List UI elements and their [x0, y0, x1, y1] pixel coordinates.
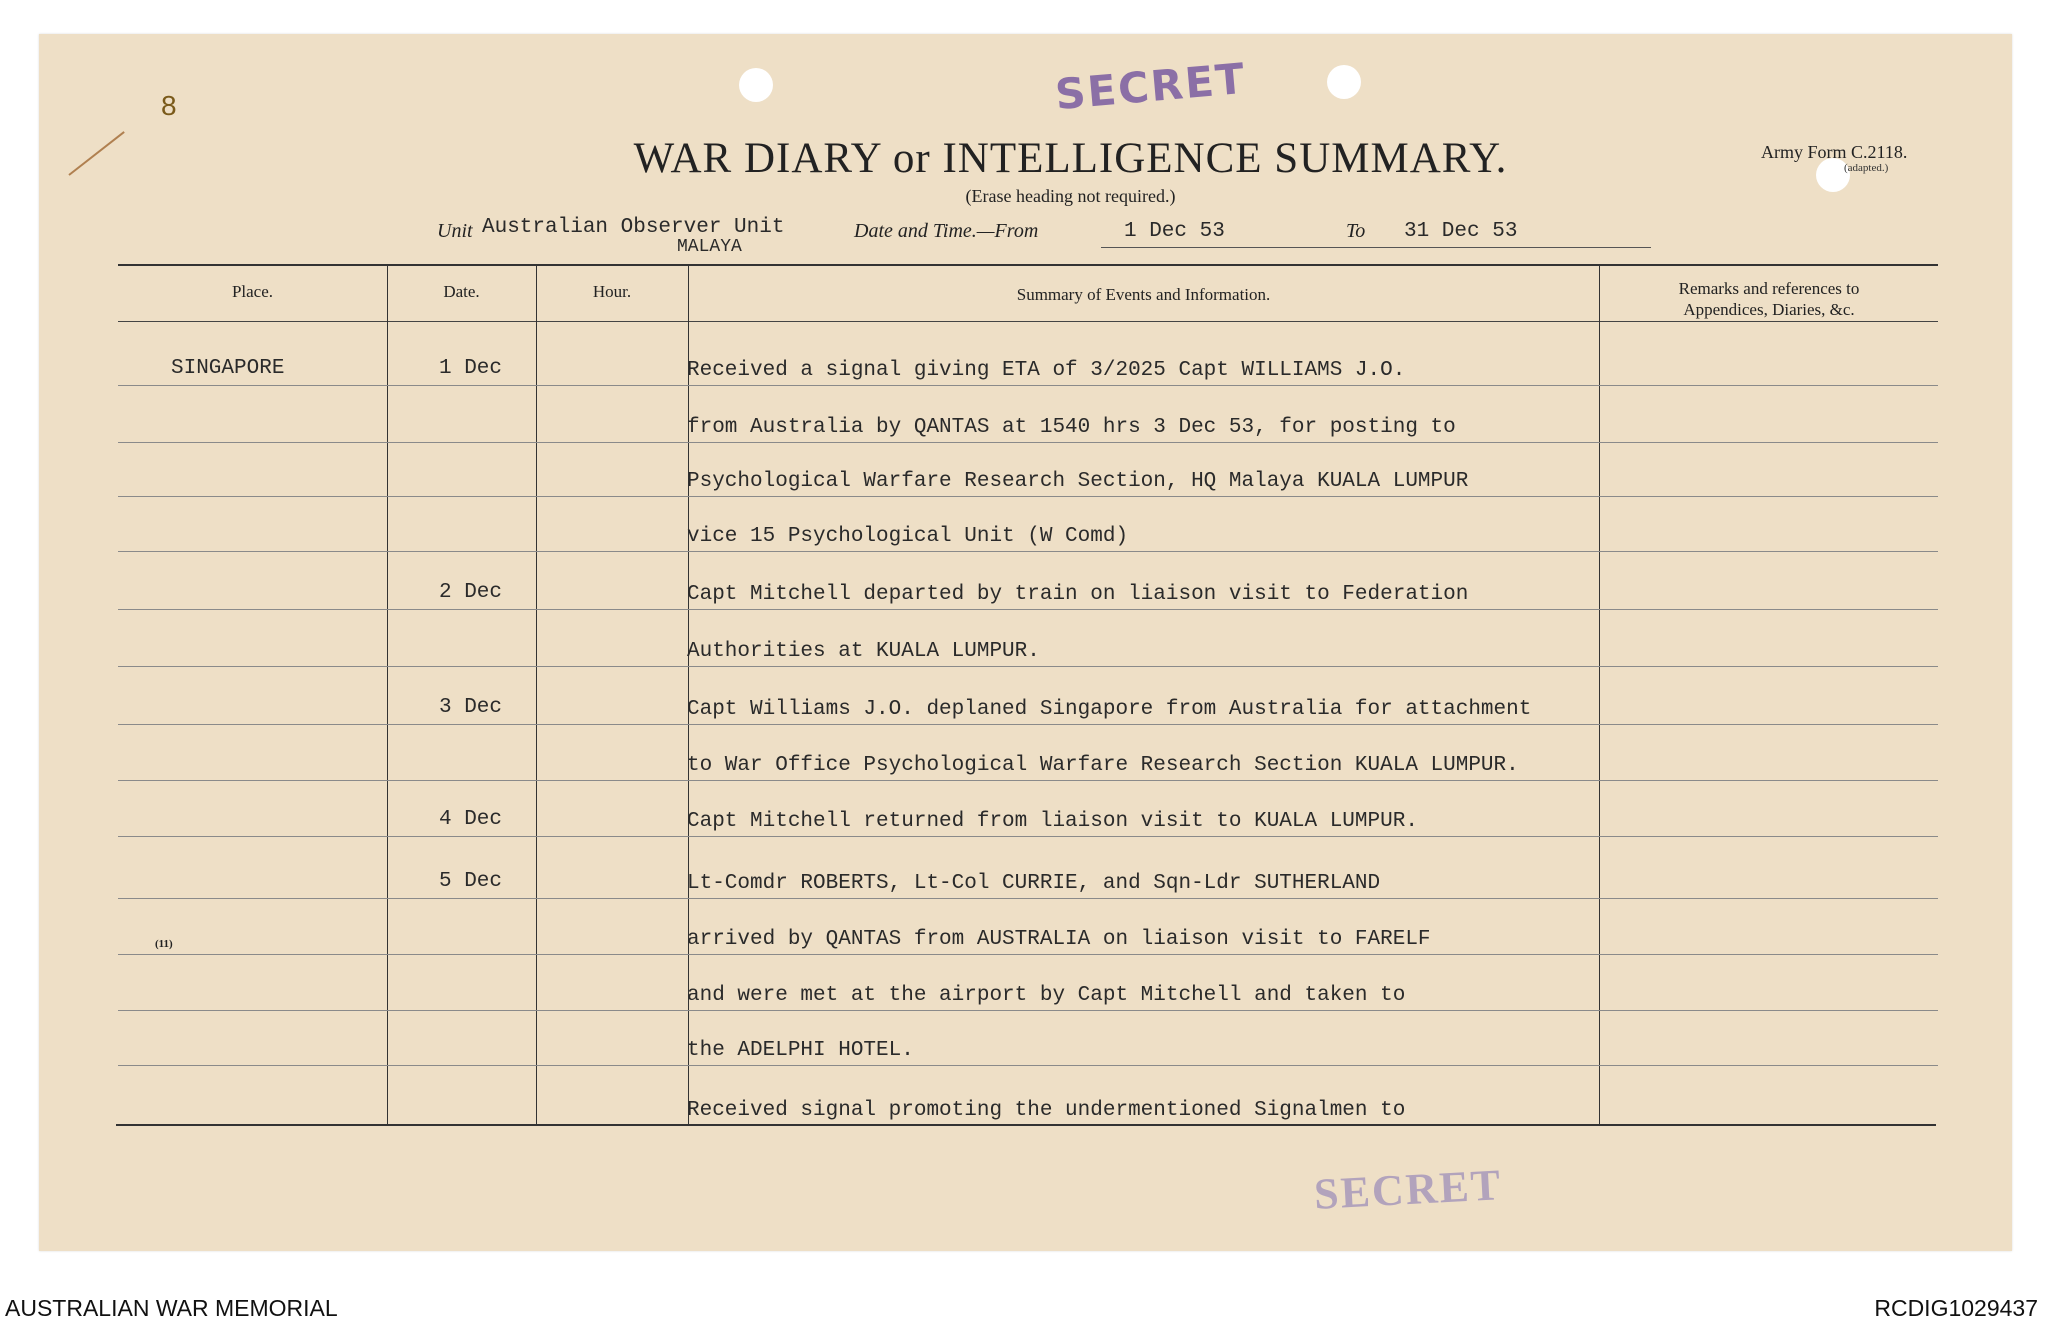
row-rule	[118, 836, 1938, 837]
row-date: 5 Dec	[439, 870, 503, 893]
row-summary: Capt Mitchell returned from liaison visit to KUALA LUMPUR.	[687, 810, 1418, 833]
header-remarks	[1599, 278, 1939, 320]
footer-source: AUSTRALIAN WAR MEMORIAL	[5, 1295, 338, 1321]
row-date: 3 Dec	[439, 696, 503, 719]
row-summary: vice 15 Psychological Unit (W Comd)	[687, 525, 1129, 548]
row-summary: Lt-Comdr ROBERTS, Lt-Col CURRIE, and Sqn-Ldr SUTHERLAND	[687, 872, 1381, 895]
header-separator	[118, 321, 1938, 322]
date-label: Date and Time.—From	[854, 220, 1039, 242]
secret-stamp-top: SECRET	[1053, 53, 1249, 120]
unit-value: Australian Observer Unit	[482, 216, 785, 239]
footer-id: RCDIG1029437	[1874, 1295, 2038, 1321]
row-date: 4 Dec	[439, 808, 503, 831]
secret-stamp-bottom: SECRET	[1312, 1160, 1504, 1219]
ink-mark: 8	[161, 90, 177, 121]
row-summary: Received a signal giving ETA of 3/2025 Capt WILLIAMS J.O.	[687, 359, 1406, 382]
row-summary: Capt Williams J.O. deplaned Singapore from Australia for attachment	[687, 698, 1532, 721]
row-summary: Received signal promoting the undermentioned Signalmen to	[687, 1099, 1406, 1122]
col-divider-place	[387, 264, 388, 1124]
row-place: SINGAPORE	[171, 357, 285, 380]
row-summary: arrived by QANTAS from AUSTRALIA on liaison visit to FARELF	[687, 928, 1431, 951]
row-date: 2 Dec	[439, 581, 503, 604]
row-date: 1 Dec	[439, 357, 503, 380]
row-rule	[118, 780, 1938, 781]
header-place: Place.	[231, 282, 274, 301]
header-hour: Hour.	[592, 282, 632, 301]
row-summary: from Australia by QANTAS at 1540 hrs 3 Dec 53, for posting to	[687, 416, 1456, 439]
row-rule	[118, 898, 1938, 899]
punch-hole-left	[739, 68, 773, 102]
header-date: Date.	[443, 282, 480, 301]
row-summary: to War Office Psychological Warfare Research Section KUALA LUMPUR.	[687, 754, 1519, 777]
row-rule	[118, 1065, 1938, 1066]
to-label: To	[1346, 220, 1366, 242]
row-rule	[118, 496, 1938, 497]
row-summary: the ADELPHI HOTEL.	[687, 1039, 914, 1062]
document-page	[39, 34, 2012, 1251]
header-remarks-line-2: Appendices, Diaries, &c.	[1683, 300, 1855, 319]
army-form-sub: (adapted.)	[1844, 162, 1889, 174]
row-summary: Authorities at KUALA LUMPUR.	[687, 640, 1040, 663]
header-summary: Summary of Events and Information.	[1016, 285, 1271, 304]
row-rule	[118, 551, 1938, 552]
army-form-number: Army Form C.2118.	[1761, 142, 1908, 162]
row-summary: Capt Mitchell departed by train on liaison visit to Federation	[687, 583, 1469, 606]
meta-underline	[1101, 247, 1651, 248]
row-rule	[118, 1010, 1938, 1011]
row-rule	[118, 666, 1938, 667]
unit-label: Unit	[437, 220, 473, 242]
row-rule	[118, 724, 1938, 725]
row-rule	[118, 609, 1938, 610]
punch-hole-right	[1327, 65, 1361, 99]
row-summary: Psychological Warfare Research Section, HQ Malaya KUALA LUMPUR	[687, 470, 1469, 493]
document-title: WAR DIARY or INTELLIGENCE SUMMARY.	[633, 135, 1508, 182]
to-value: 31 Dec 53	[1404, 220, 1518, 243]
row-rule	[118, 954, 1938, 955]
unit-value-sub: MALAYA	[677, 237, 742, 257]
document-subtitle: (Erase heading not required.)	[965, 186, 1176, 206]
col-divider-date	[536, 264, 537, 1124]
row-rule	[118, 442, 1938, 443]
from-value: 1 Dec 53	[1124, 220, 1225, 243]
col-divider-summary	[1599, 264, 1600, 1124]
row-summary: and were met at the airport by Capt Mitchell and taken to	[687, 984, 1406, 1007]
table-top-border	[118, 264, 1938, 266]
table-bottom-border	[116, 1124, 1936, 1126]
form-code: (11)	[155, 938, 173, 950]
header-remarks-line-1: Remarks and references to	[1678, 279, 1860, 298]
row-rule	[118, 385, 1938, 386]
